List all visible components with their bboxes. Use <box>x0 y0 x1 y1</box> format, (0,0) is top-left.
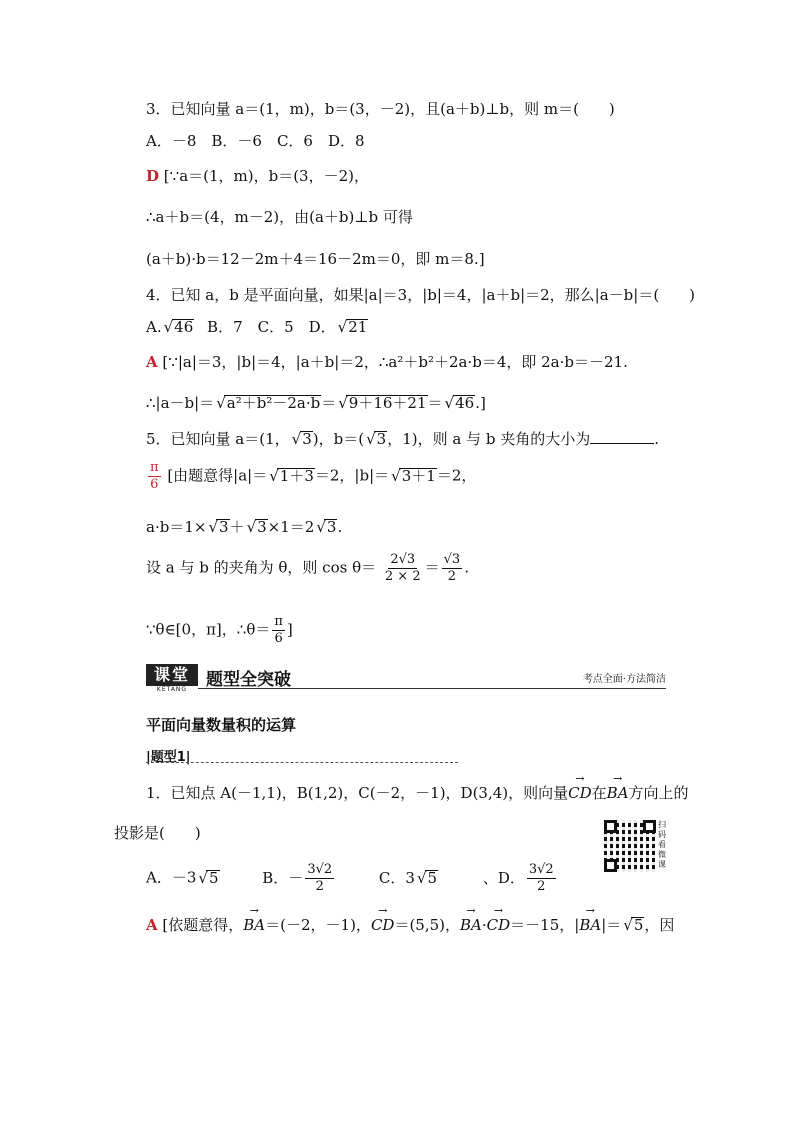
p1-sol1-sqrt: √ 5 <box>631 917 644 932</box>
q5-sol4-end: ] <box>286 620 293 639</box>
p1-sol1-t4: ＝－15，| <box>510 916 580 934</box>
p1-stem1-end: 方向上的 <box>628 784 689 802</box>
q5-sol3-end: . <box>464 558 469 577</box>
p1-stem1-pre: 1．已知点 A(－1,1)，B(1,2)，C(－2，－1)，D(3,4)，则向量 <box>146 784 569 802</box>
section-banner <box>146 664 666 693</box>
type-tag-rule <box>146 762 458 763</box>
q5-sol1-end: ＝2， <box>436 466 477 485</box>
p1-sol1-t1: ＝(－2，－1)， <box>265 916 371 934</box>
q3-solution-1 <box>146 165 369 186</box>
q5-sol2-sqrt2: √ 3 <box>255 519 268 534</box>
q5-sol3-frac2-num: √3 <box>443 552 461 567</box>
q4-opt-d-sqrt: √ 21 <box>346 319 369 334</box>
q5-sol2-sqrt1: √ 3 <box>216 519 229 534</box>
p1-sol1-pre: [依题意得， <box>162 916 244 934</box>
p1-opt-b-num: 3√2 <box>307 862 333 877</box>
q5-stem-sqrt2: √ 3 <box>374 431 387 446</box>
q5-sol3-frac1-num: 2√3 <box>390 552 416 567</box>
q5-sol1-sqrt2: √ 3＋1 <box>399 468 437 483</box>
q4-sol2-end: .] <box>475 394 486 412</box>
p1-sol1-t5: |＝ <box>601 916 622 934</box>
vector-ba-2: → BA <box>460 916 482 934</box>
q5-sol2-mid2: ×1＝2 <box>267 518 315 536</box>
p1-answer: A <box>146 916 158 934</box>
q5-sol1-pre: [由题意得|a|＝ <box>167 466 268 485</box>
banner-rule <box>198 688 666 689</box>
qr-finder-tr <box>643 820 656 833</box>
q4-solution-2 <box>146 392 486 413</box>
q5-sol2-mid: ＋ <box>229 518 245 536</box>
vector-ba-3: → BA <box>579 916 601 934</box>
q5-solution-3 <box>146 552 469 585</box>
p1-opt-b: B．－ <box>262 868 304 887</box>
q4-opt-a-label: A. <box>146 318 162 336</box>
q4-solution-1 <box>146 351 628 372</box>
vector-ba: → BA <box>607 784 629 802</box>
p1-stem-2: 投影是( ) <box>114 824 201 842</box>
q4-opt-rest: B．7 C．5 D． <box>207 318 336 336</box>
p1-options <box>146 862 558 895</box>
banner-tagline: 考点全面·方法简洁 <box>582 674 666 685</box>
q5-answer <box>148 460 161 493</box>
p1-solution-1 <box>146 914 674 935</box>
p1-stem1-mid: 在 <box>591 784 607 802</box>
q4-sol2-pre: ∴|a－b|＝ <box>146 394 215 412</box>
q5-sol3-frac2-den: 2 <box>447 569 457 584</box>
q3-sol1-text: [∵a＝(1，m)，b＝(3，－2)， <box>163 167 370 185</box>
type-tag-label: 题型1 <box>150 750 186 765</box>
p1-opt-b-frac <box>305 862 334 895</box>
q4-sol2-rad1: √ a²＋b²－2a·b <box>224 395 321 410</box>
q5-solution-2 <box>146 516 342 537</box>
q5-sol4-pre: ∵θ∈[0，π]，∴θ＝ <box>146 620 271 639</box>
q5-sol3-frac1-den: 2 × 2 <box>384 569 421 584</box>
vector-cd-1: → CD <box>371 916 395 934</box>
p1-opt-a-sqrt: √ 5 <box>206 870 219 885</box>
q5-sol3-frac2 <box>442 552 463 585</box>
q4-answer: A <box>146 353 158 371</box>
p1-opt-a: A．－3 <box>146 868 197 887</box>
q5-sol4-num: π <box>274 614 283 629</box>
ketang-label: 课堂 <box>146 664 198 686</box>
vector-cd-2: → CD <box>487 916 511 934</box>
q5-sol1-sqrt1: √ 1＋3 <box>277 468 315 483</box>
q5-stem-pre: 5．已知向量 a＝(1， <box>146 430 290 448</box>
qr-label: 扫码看微课 <box>658 820 666 869</box>
q4-sol2-rad2: √ 9＋16＋21 <box>346 395 427 410</box>
qr-code[interactable] <box>604 820 656 872</box>
qr-finder-bl <box>604 859 617 872</box>
q4-sol2-rad3: √ 46 <box>453 395 476 410</box>
q5-stem <box>146 428 659 449</box>
q5-stem-end: . <box>654 430 659 448</box>
type-tag: |题型1| <box>146 750 191 765</box>
section-title: 平面向量数量积的运算 <box>146 716 297 734</box>
q5-stem-sqrt1: √ 3 <box>300 431 313 446</box>
q5-solution-4 <box>146 614 293 647</box>
q3-solution-3: (a＋b)·b＝12－2m＋4＝16－2m＝0，即 m＝8.] <box>146 250 485 268</box>
q5-stem-mid: )，b＝( <box>312 430 365 448</box>
q5-solution-1 <box>146 460 476 493</box>
q5-sol3-eq: ＝ <box>424 558 440 577</box>
q5-sol2-end: . <box>337 518 343 536</box>
qr-finder-tl <box>604 820 617 833</box>
q4-sol2-mid2: ＝ <box>427 394 443 412</box>
p1-opt-c-sqrt: √ 5 <box>425 870 438 885</box>
q5-sol3-frac1 <box>383 552 423 585</box>
q3-stem: 3．已知向量 a＝(1，m)，b＝(3，－2)，且(a＋b)⊥b，则 m＝( ) <box>146 100 615 118</box>
q4-options <box>146 316 368 337</box>
q5-answer-blank <box>590 429 654 444</box>
p1-opt-d-den: 2 <box>537 879 546 894</box>
ketang-sublabel: KETANG <box>156 686 188 693</box>
p1-opt-c: C．3 <box>378 868 415 887</box>
banner-title: 题型全突破 <box>206 670 291 690</box>
vector-cd: → CD <box>568 784 592 802</box>
p1-opt-d: 、D． <box>482 868 525 887</box>
q3-solution-2: ∴a＋b＝(4，m－2)，由(a＋b)⊥b 可得 <box>146 208 413 226</box>
p1-opt-d-num: 3√2 <box>528 862 554 877</box>
q4-stem: 4．已知 a，b 是平面向量，如果|a|＝3，|b|＝4，|a＋b|＝2，那么|a－b|＝( ) <box>146 286 696 304</box>
p1-opt-d-frac <box>527 862 556 895</box>
p1-opt-b-den: 2 <box>315 879 324 894</box>
q3-options: A．－8 B．－6 C．6 D．8 <box>146 132 365 150</box>
q5-sol3-pre: 设 a 与 b 的夹角为 θ，则 cos θ＝ <box>146 558 377 577</box>
q3-answer: D <box>146 167 160 185</box>
p1-sol1-end: ，因 <box>644 916 675 934</box>
q5-answer-den: 6 <box>150 477 159 492</box>
q5-sol4-frac <box>272 614 285 647</box>
q5-answer-num: π <box>150 460 159 475</box>
q5-sol2-sqrt3: √ 3 <box>324 519 337 534</box>
q4-sol2-mid: ＝ <box>321 394 337 412</box>
p1-sol1-t2: ＝(5,5)， <box>394 916 461 934</box>
q5-sol4-den: 6 <box>274 631 283 646</box>
q5-sol2-pre: a·b＝1× <box>146 518 207 536</box>
p1-sol1-t3: · <box>481 916 487 934</box>
q4-opt-a-sqrt: √ 46 <box>172 319 195 334</box>
q5-stem-post: ，1)，则 a 与 b 夹角的大小为 <box>387 430 591 448</box>
q4-sol1-text: [∵|a|＝3，|b|＝4，|a＋b|＝2，∴a²＋b²＋2a·b＝4，即 2a·b＝－21. <box>162 353 628 371</box>
vector-ba-1: → BA <box>243 916 265 934</box>
q5-sol1-mid: ＝2，|b|＝ <box>314 466 390 485</box>
p1-stem-1 <box>146 782 689 803</box>
